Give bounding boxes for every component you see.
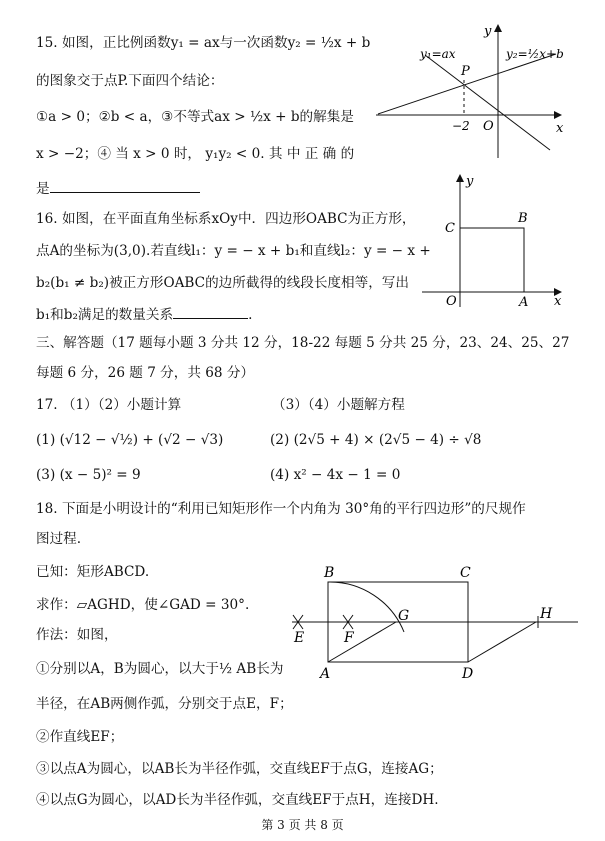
q18-step3: ③以点A为圆心，以AB长为半径作弧，交直线EF于点G，连接AG； [36,761,443,777]
q16-square [460,228,524,292]
q16-graph [420,172,570,312]
q15-point-label: P [461,64,470,79]
q17-title-right: （3）（4）小题解方程 [272,397,405,413]
q18-find: 求作：▱AGHD，使∠GAD = 30°. [36,597,250,613]
answer-blank [173,304,248,319]
q18-label-H: H [540,606,553,622]
q16-A-label: A [519,295,529,310]
q15-tick-label: −2 [452,119,470,133]
q18-figure [288,560,588,690]
q16-C-label: C [445,221,455,236]
q18-label-A: A [320,666,331,682]
section3-line2: 每题 6 分，26 题 7 分，共 68 分） [36,365,255,381]
q18-segment-DH [468,622,536,662]
q15-graph [370,20,570,160]
section3-line1: 三、解答题（17 题每小题 3 分共 12 分，18-22 每题 5 分共 25 分，23、24、25、27 [36,335,570,351]
q16-O-label: O [446,294,457,309]
q16-B-label: B [518,211,528,226]
q18-step1a: ①分别以A，B为圆心，以大于½ AB长为 [36,661,284,677]
q18-method: 作法：如图， [36,627,118,643]
q17-title-left: 17. （1）（2）小题计算 [36,397,182,413]
q18-segment-AG [328,622,396,662]
q15-line1: 15. 如图，正比例函数y₁ = ax与一次函数y₂ = ½x + b [36,35,371,51]
q18-label-B: B [324,565,335,581]
q16-line2: 点A的坐标为(3,0).若直线l₁：y = − x + b₁和直线l₂：y = − x + [36,243,431,259]
q18-label-G: G [398,608,410,624]
q16-line1: 16. 如图，在平面直角坐标系xOy中．四边形OABC为正方形， [36,211,416,227]
q17-problem-3: (3) (x − 5)² = 9 [36,467,141,483]
q15-line-y2 [378,54,556,114]
q15-origin-label: O [483,119,494,134]
q17-problem-4: (4) x² − 4x − 1 = 0 [270,467,401,483]
q18-known: 已知：矩形ABCD. [36,564,150,580]
q18-label-C: C [460,565,471,581]
q16-x-label: x [554,294,562,309]
page-footer: 第 3 页 共 8 页 [261,818,344,832]
q18-label-D: D [462,666,474,682]
q18-step1b: 半径，在AB两侧作弧，分别交于点E，F； [36,696,293,712]
q18-step4: ④以点G为圆心，以AD长为半径作弧，交直线EF于点H，连接DH. [36,792,439,808]
q18-line1: 18. 下面是小明设计的“利用已知矩形作一个内角为 30°角的平行四边形”的尺规作 [36,501,526,517]
q18-label-E: E [294,630,305,646]
q16-line3: b₂(b₁ ≠ b₂)被正方形OABC的边所截得的线段长度相等，写出 [36,275,409,291]
q16-y-label: y [466,174,474,189]
q18-line2: 图过程. [36,531,82,547]
q18-label-F: F [344,630,354,646]
q15-line-y1 [425,55,550,150]
q17-problem-1: (1) (√12 − √½) + (√2 − √3) [36,432,224,448]
answer-blank [50,178,200,193]
q15-line4: x > −2；④ 当 x > 0 时， y₁y₂ < 0. 其 中 正 确 的 [36,146,355,162]
q15-y-label: y [484,24,492,39]
q18-step2: ②作直线EF； [36,729,124,745]
q16-line4-text: b₁和b₂满足的数量关系 [36,307,174,323]
q15-line5 [36,178,200,198]
q15-line1-label: y₁=ax [420,47,456,61]
q15-line3: ①a > 0；②b < a，③不等式ax > ½x + b的解集是 [36,109,354,125]
q15-line5-text: 是 [36,181,50,197]
q15-x-label: x [556,121,564,136]
q17-problem-2: (2) (2√5 + 4) × (2√5 − 4) ÷ √8 [270,432,482,448]
q15-line2: 的图象交于点P.下面四个结论： [36,73,224,89]
q16-line4-end: . [248,307,253,323]
q16-line4 [36,304,252,324]
q15-line2-label: y₂=½x+b [506,47,564,61]
